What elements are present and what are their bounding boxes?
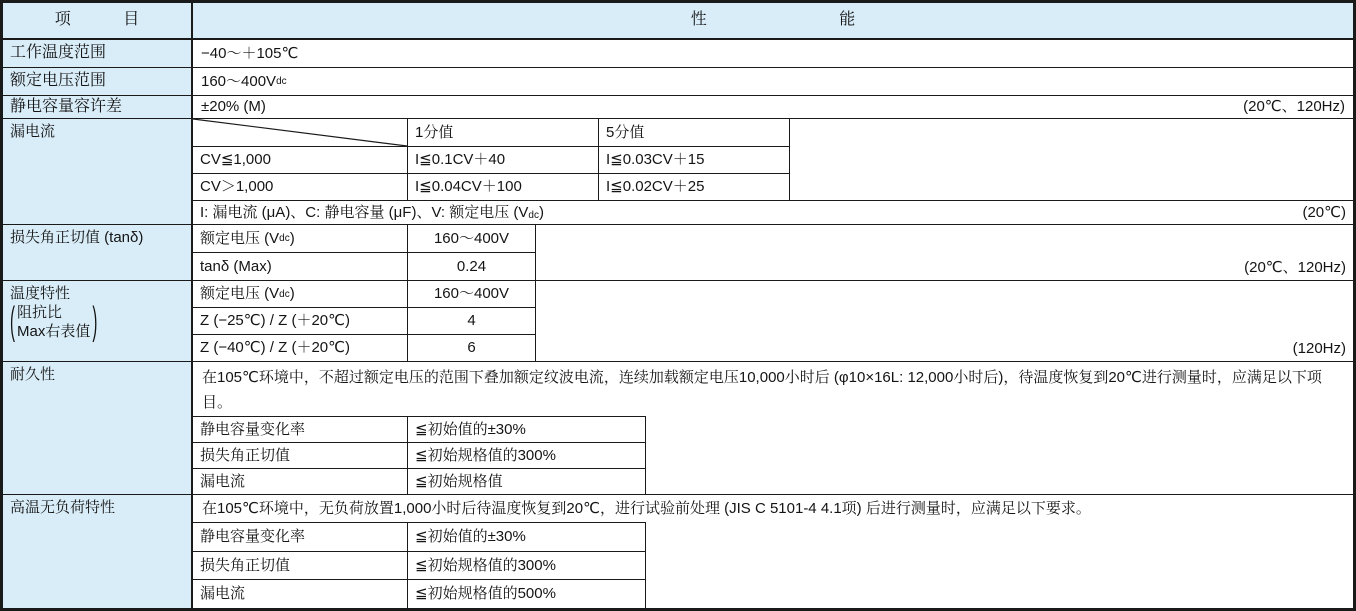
temp-char-condition: (120Hz) <box>1292 339 1346 357</box>
close-paren: ) <box>92 299 98 345</box>
temp-char-z40-value: 6 <box>467 339 476 357</box>
high-temp-row-capacitance <box>193 523 645 551</box>
row-capacitance-tolerance <box>3 95 1353 118</box>
leakage-row-cv-le-1000 <box>193 146 1353 173</box>
tan-delta-subtable <box>193 225 536 280</box>
operating-temp-value: −40〜＋105℃ <box>201 44 299 62</box>
temp-char-voltage-value: 160〜400V <box>433 285 510 303</box>
endurance-row-tan-delta <box>193 442 645 468</box>
temp-char-subtable <box>193 281 536 361</box>
cap-tolerance-value: ±20% (M) <box>201 98 266 116</box>
col-header-performance <box>193 3 1353 38</box>
temp-char-label-line3: Max右表值 <box>17 323 91 340</box>
leakage-5min-value-2: I≦0.02CV＋25 <box>599 173 790 200</box>
tan-delta-max-label: tanδ (Max) <box>193 253 408 280</box>
temp-char-label <box>10 284 98 345</box>
leakage-row-filler <box>790 173 1353 200</box>
rated-voltage-value: 160〜400V dc <box>201 72 287 90</box>
endurance-description: 在105℃环境中，不超过额定电压的范围下叠加额定纹波电流，连续加载额定电压10,000小时后 (φ10×16L: 12,000小时后)，待温度恢复到20℃进行测量时，应满足以下项目。 <box>202 369 1322 411</box>
tan-delta-max-value: 0.24 <box>456 257 487 275</box>
high-temp-tan-value: ≦初始规格值的300% <box>415 556 556 574</box>
leakage-header-row <box>193 119 1353 146</box>
endurance-row-leakage <box>193 468 645 494</box>
endurance-tan-value: ≦初始规格值的300% <box>415 446 556 464</box>
temp-char-paren-group <box>10 299 98 345</box>
tan-delta-voltage-label: 额定电压 (V dc ) <box>193 225 408 252</box>
high-temp-tan-label: 损失角正切值 <box>193 552 408 580</box>
leakage-1min-value-2: I≦0.04CV＋100 <box>408 173 599 200</box>
endurance-subtable <box>193 416 646 494</box>
high-temp-leak-label: 漏电流 <box>193 580 408 608</box>
temp-char-row-voltage <box>193 281 535 307</box>
endurance-tan-label: 损失角正切值 <box>193 443 408 468</box>
tan-delta-row-max <box>193 252 535 280</box>
leakage-col-header-1min: 1分值 <box>408 119 599 146</box>
temp-char-voltage-label: 额定电压 (V dc ) <box>193 281 408 307</box>
cap-tolerance-label: 静电容量容许差 <box>3 96 193 118</box>
header-row <box>3 3 1353 39</box>
high-temp-label: 高温无负荷特性 <box>3 495 193 608</box>
high-temp-cap-value: ≦初始值的±30% <box>415 528 526 546</box>
temp-char-label-cell <box>3 281 193 361</box>
leakage-condition: (20℃) <box>1302 203 1346 221</box>
temp-char-row-z40 <box>193 334 535 361</box>
endurance-row-capacitance <box>193 417 645 442</box>
leakage-row-cv-gt-1000 <box>193 173 1353 200</box>
leakage-note-row <box>193 200 1353 224</box>
temp-char-z25-value: 4 <box>467 312 476 330</box>
high-temp-description: 在105℃环境中，无负荷放置1,000小时后待温度恢复到20℃，进行试验前处理 (JIS C 5101-4 4.1项) 后进行测量时，应满足以下要求。 <box>202 500 1091 517</box>
row-operating-temp-range <box>3 39 1353 67</box>
row-temperature-characteristics <box>3 280 1353 361</box>
col-header-performance-label: 性 能 <box>690 11 920 29</box>
leakage-diagonal-cell <box>193 119 408 146</box>
temp-char-paren-lines <box>15 303 92 341</box>
row-leakage-current <box>3 118 1353 224</box>
tan-delta-condition: (20℃、120Hz) <box>1244 258 1346 276</box>
open-paren: ( <box>10 299 15 345</box>
rated-voltage-label: 额定电压范围 <box>3 68 193 95</box>
row-tan-delta <box>3 224 1353 280</box>
leakage-label: 漏电流 <box>3 119 193 224</box>
diagonal-line <box>193 119 407 146</box>
tan-delta-label: 损失角正切值 (tanδ) <box>3 225 193 280</box>
row-rated-voltage-range <box>3 67 1353 95</box>
high-temp-row-leakage <box>193 579 645 608</box>
leakage-row-filler <box>790 146 1353 173</box>
endurance-leak-value: ≦初始规格值 <box>415 472 503 490</box>
temp-char-z25-label: Z (−25℃) / Z (＋20℃) <box>193 308 408 334</box>
endurance-cap-label: 静电容量变化率 <box>193 417 408 442</box>
temp-char-z40-label: Z (−40℃) / Z (＋20℃) <box>193 335 408 361</box>
temp-char-label-line2: 阻抗比 <box>17 304 63 321</box>
high-temp-cap-label: 静电容量变化率 <box>193 523 408 551</box>
high-temp-subtable <box>193 522 646 608</box>
tan-delta-voltage-value: 160〜400V <box>433 229 510 247</box>
leakage-note: I: 漏电流 (μA)、C: 静电容量 (μF)、V: 额定电压 (Vdc) <box>200 203 544 221</box>
endurance-cap-value: ≦初始值的±30% <box>415 420 526 438</box>
endurance-label: 耐久性 <box>3 362 193 494</box>
endurance-leak-label: 漏电流 <box>193 469 408 494</box>
col-header-item <box>3 3 193 38</box>
leakage-col-header-5min: 5分值 <box>599 119 790 146</box>
leakage-5min-value-1: I≦0.03CV＋15 <box>599 146 790 173</box>
cap-tolerance-cell <box>193 96 1353 118</box>
cap-tolerance-condition: (20℃、120Hz) <box>1243 98 1345 116</box>
operating-temp-label: 工作温度范围 <box>3 40 193 67</box>
leakage-cond-2: CV＞1,000 <box>193 173 408 200</box>
high-temp-leak-value: ≦初始规格值的500% <box>415 585 556 603</box>
leakage-header-filler <box>790 119 1353 146</box>
temp-char-row-z25 <box>193 307 535 334</box>
temp-char-label-line1: 温度特性 <box>10 285 71 302</box>
row-high-temp-no-load <box>3 494 1353 608</box>
col-header-item-label: 项 目 <box>54 11 164 29</box>
high-temp-row-tan-delta <box>193 551 645 580</box>
leakage-1min-value-1: I≦0.1CV＋40 <box>408 146 599 173</box>
tan-delta-row-voltage <box>193 225 535 252</box>
leakage-cond-1: CV≦1,000 <box>193 146 408 173</box>
row-endurance <box>3 361 1353 494</box>
